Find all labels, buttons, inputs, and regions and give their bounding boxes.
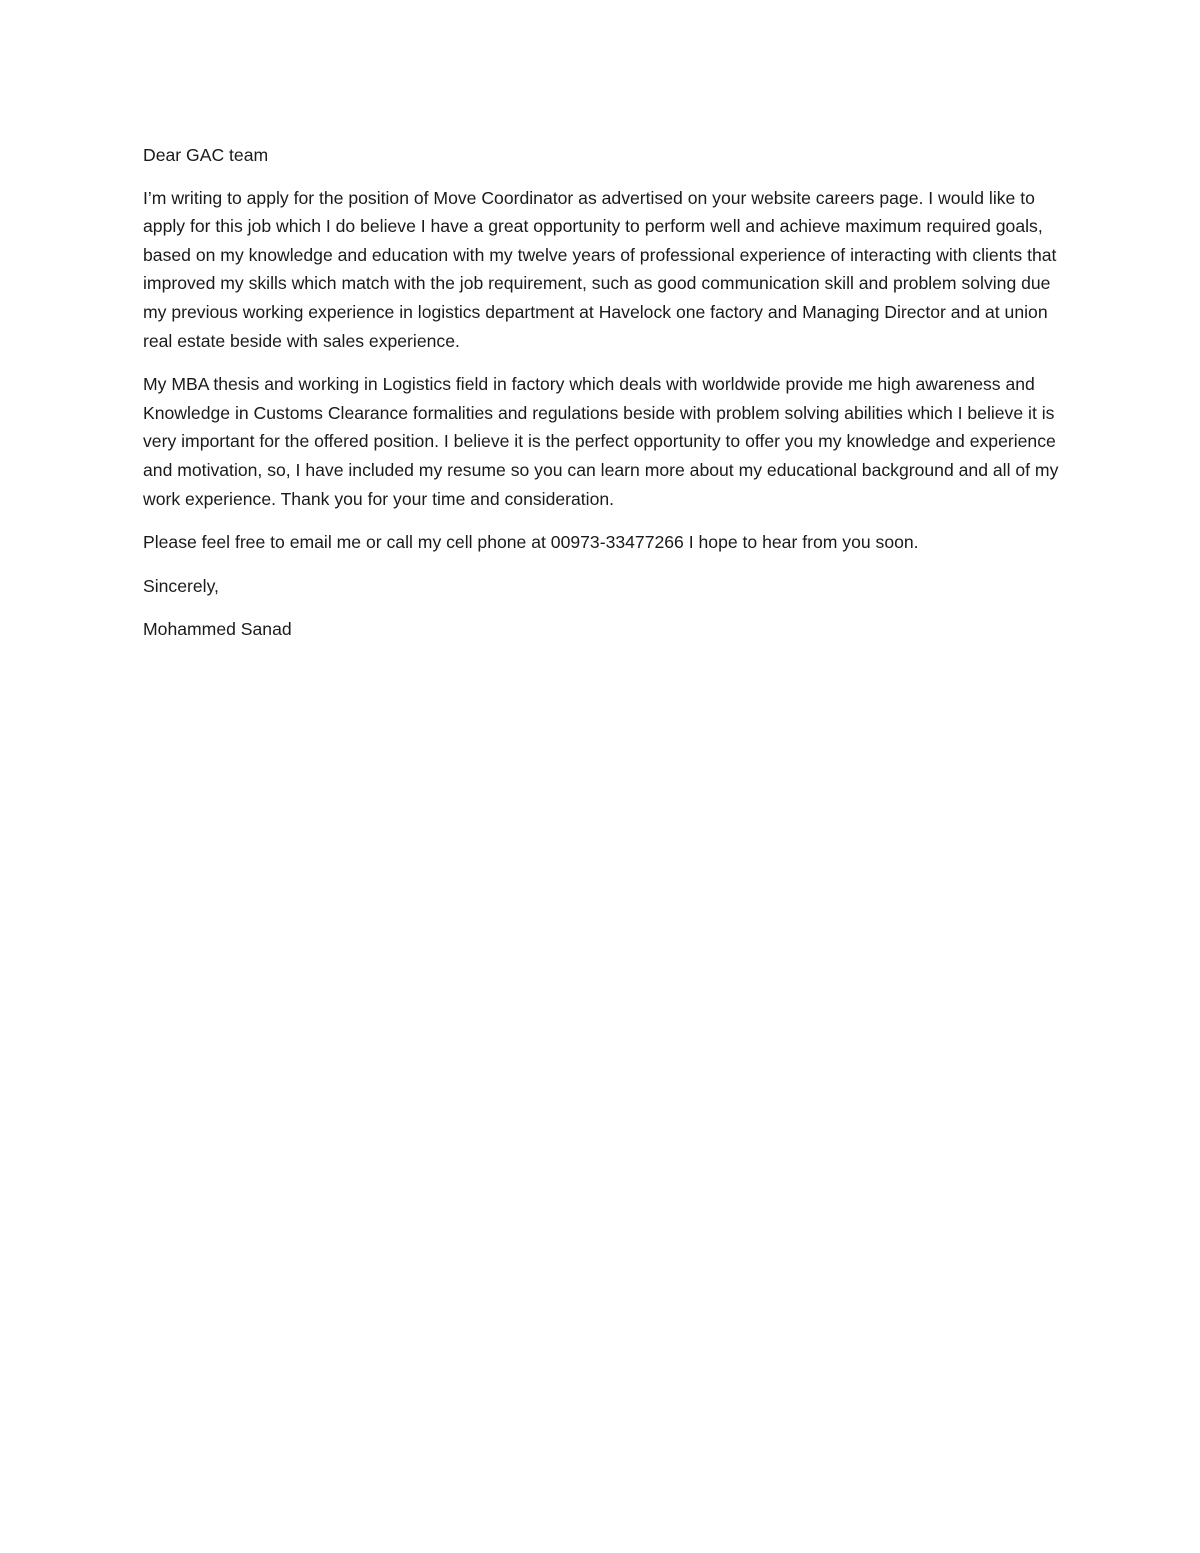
letter-paragraph-contact: Please feel free to email me or call my cell phone at 00973-33477266 I hope to hear from you soon. (143, 532, 919, 553)
letter-signature: Mohammed Sanad (143, 619, 292, 640)
letter-paragraph-qualifications: My MBA thesis and working in Logistics field in factory which deals with worldwide provide me high awareness and Knowledge in Customs Clearance formalities and regulations beside with problem solving abilities which I believe it is very important for the offered position. I believe it is the perfect opportunity to offer you my knowledge and experience and motivation, so, I have included my resume so you can learn more about my educational background and all of my work experience. Thank you for your time and consideration. (143, 374, 1059, 509)
cover-letter (143, 141, 1059, 659)
letter-paragraph-intro: I’m writing to apply for the position of Move Coordinator as advertised on your website careers page. I would like to apply for this job which I do believe I have a great opportunity to perform well and achieve maximum required goals, based on my knowledge and education with my twelve years of professional experience of interacting with clients that improved my skills which match with the job requirement, such as good communication skill and problem solving due my previous working experience in logistics department at Havelock one factory and Managing Director and at union real estate beside with sales experience. (143, 187, 1057, 351)
letter-closing: Sincerely, (143, 575, 219, 596)
letter-salutation: Dear GAC team (143, 145, 269, 165)
